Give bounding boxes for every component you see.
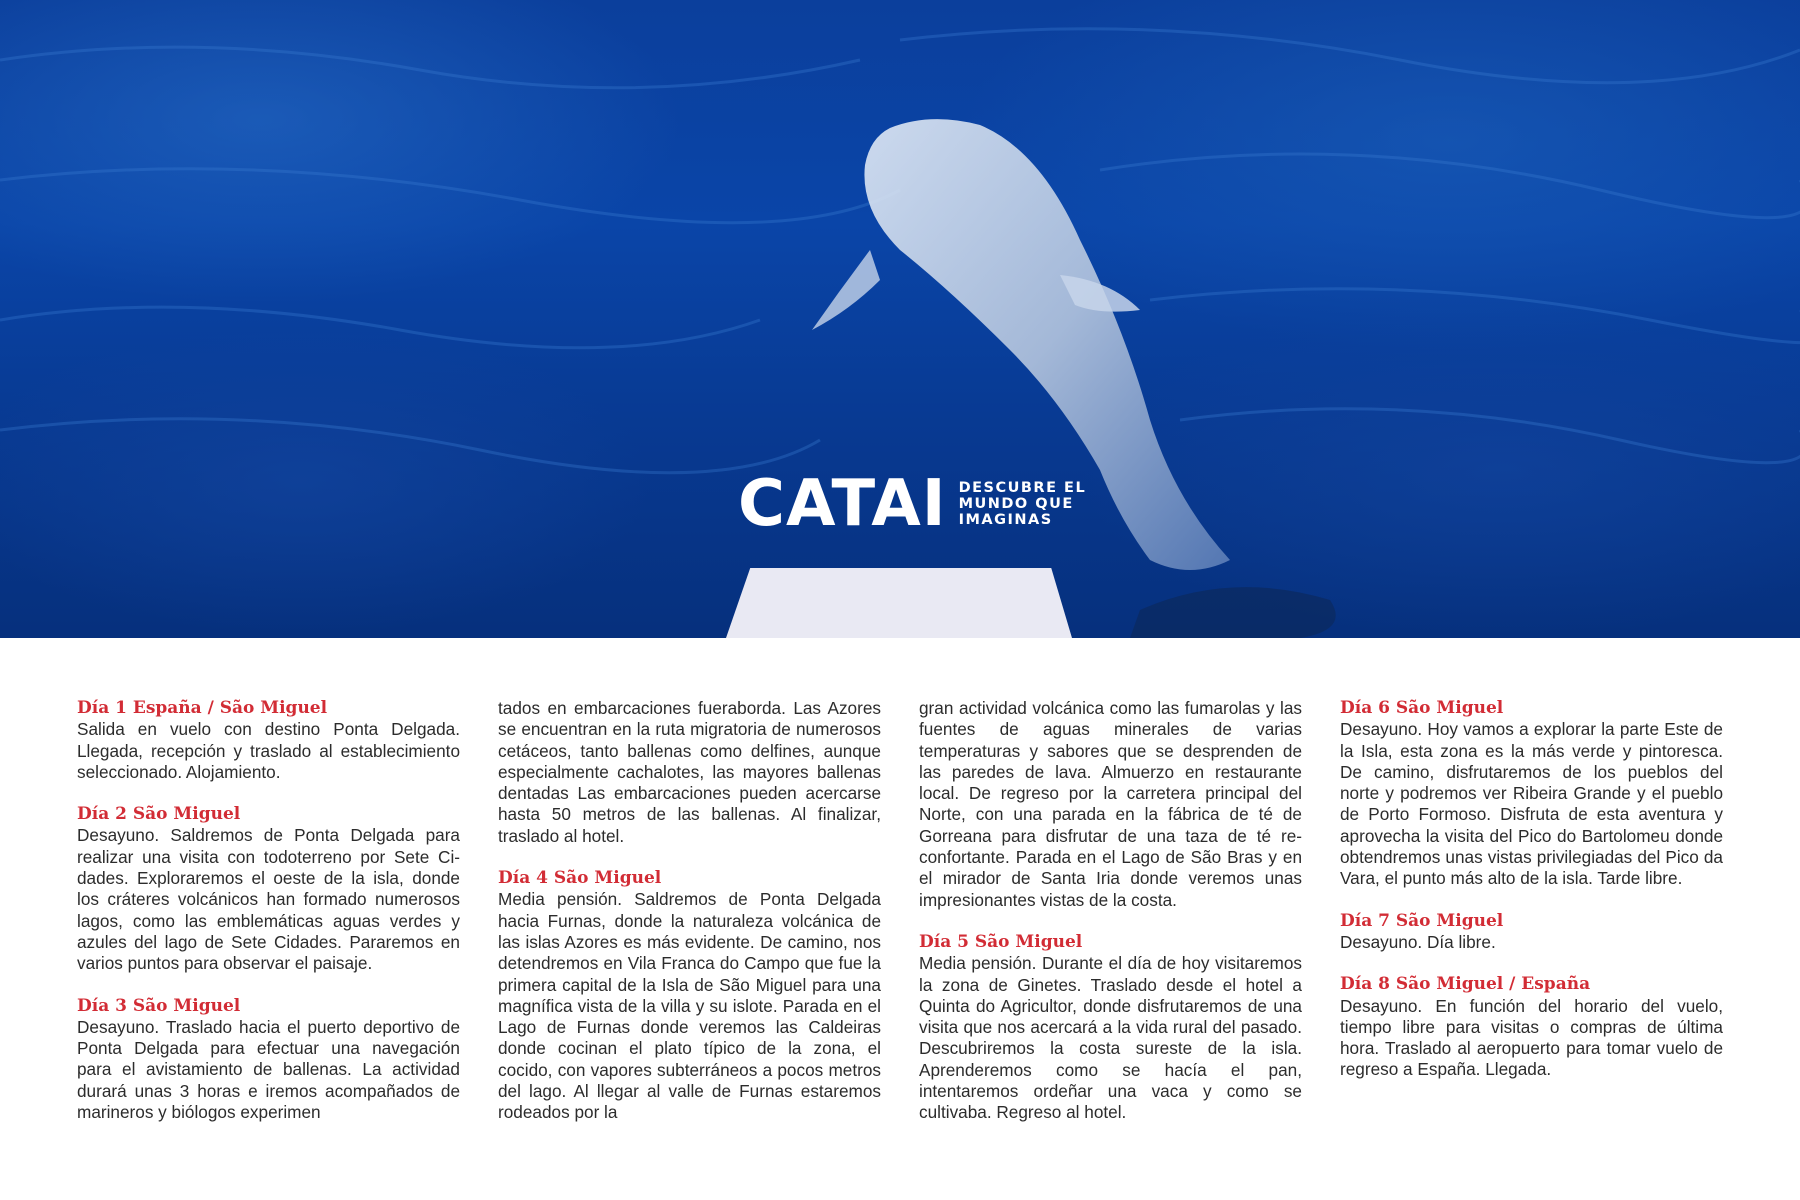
day-title: Día 6 São Miguel <box>1340 698 1504 718</box>
brand-tagline: DESCUBRE EL MUNDO QUE IMAGINAS <box>958 480 1087 528</box>
day-title: Día 5 São Miguel <box>919 931 1083 952</box>
day-title: Día 3 São Miguel <box>77 995 241 1016</box>
day-title: Día 1 España / São Miguel <box>77 698 328 718</box>
itinerary-column-4 <box>1340 698 1723 1102</box>
day-title: Día 7 São Miguel <box>1340 910 1504 931</box>
day-block <box>1340 911 1723 954</box>
day-text: Salida en vuelo con destino Ponta Delgada. Llegada, recepción y traslado al establecimiento seleccionado. Alojamiento. <box>77 719 460 782</box>
day-text: Media pensión. Durante el día de hoy visitaremos la zona de Ginetes. Traslado desde el hotel a Quinta do Agricultor, donde disfrutaremos de una visita que nos acercará a la vida rural del pasado. Descubriremos la costa sureste de la isla. Aprenderemos como se hacía el pan, intentaremos ordeñar una vaca y como se cultivaba. Regreso al hotel. <box>919 953 1302 1123</box>
day-text: Desayuno. En función del horario del vuelo, tiempo libre para visitas o compras de última hora. Traslado al aeropuerto para tomar vuelo de regreso a España. Llegada. <box>1340 995 1723 1080</box>
day-block <box>77 698 460 783</box>
continued-text: tados en embarcaciones fueraborda. Las Azores se encuentran en la ruta migratoria de numerosos cetáceos, tanto ballenas como delfines, aunque especialmente cachalotes, las mayores ballenas dentadas Las embarcaciones pueden acercarse hasta 50 metros de las ballenas. Al finalizar, traslado al hotel. <box>498 698 881 846</box>
day-title: Día 4 São Miguel <box>498 868 662 889</box>
itinerary-column-1 <box>77 698 460 1144</box>
day-block <box>498 868 881 1124</box>
catai-logo <box>738 467 1087 541</box>
continued-text: gran actividad volcánica como las fumarolas y las fuentes de aguas minerales de varias temperaturas y sabores que se desprenden de las paredes de lava. Almuerzo en restaurante local. De regreso por la carretera principal del Norte, con una parada en la fábrica de té de Gorreana para disfrutar de una taza de té reconfortante. Parada en el Lago de São Bras y en el mirador de Santa Iria donde veremos unas impresionantes vistas de la costa. <box>919 698 1302 910</box>
itinerary-column-2 <box>498 698 881 1145</box>
day-title: Día 8 São Miguel / España <box>1340 974 1591 995</box>
day-text: Desayuno. Traslado hacia el puerto deportivo de Ponta Delgada para efectuar una navegación para el avistamiento de ballenas. La actividad durará unas 3 horas e iremos acompañados de marineros y biólogos experimen <box>77 1016 460 1123</box>
day-text: Desayuno. Día libre. <box>1340 931 1496 952</box>
day-block <box>77 996 460 1124</box>
brand-name: CATAI <box>738 467 947 541</box>
day-block <box>1340 698 1723 890</box>
day-title: Día 2 São Miguel <box>77 804 241 825</box>
decorative-tab <box>726 568 1072 638</box>
day-text: Desayuno. Hoy vamos a explorar la parte Este de la Isla, esta zona es la más verde y pintoresca. De camino, disfrutaremos de los pueblos del norte y podremos ver Ribeira Grande y el pueblo de Porto Formoso. Disfruta de esta aventura y aprovecha la visita del Pico do Bartolomeu donde obtendremos unas vistas privilegiadas del Pico da Vara, el punto más alto de la isla. Tarde libre. <box>1340 719 1723 889</box>
day-text: Desayuno. Saldremos de Ponta Delgada para realizar una visita con todoterreno por Sete Cidades. Exploraremos el oeste de la isla, donde los cráteres volcánicos han formado numerosos lagos, como las emblemáticas aguas verdes y azules del lago de Sete Cidades. Pararemos en varios puntos para observar el paisaje. <box>77 825 460 974</box>
day-block <box>1340 974 1723 1080</box>
day-block <box>919 932 1302 1124</box>
day-block <box>77 804 460 974</box>
itinerary-column-3 <box>919 698 1302 1145</box>
day-text: Media pensión. Saldremos de Ponta Delgada hacia Furnas, donde la naturaleza volcánica de las islas Azores es más evidente. De camino, nos detendremos en Vila Franca do Campo que fue la primera capital de la Isla de São Miguel para una magnífica vista de la villa y su islote. Parada en el Lago de Furnas donde veremos las Caldeiras donde cocinan el plato típico de la zona, el cocido, con vapores subterráneos a pocos metros del lago. Al llegar al valle de Furnas estaremos rodeados por la <box>498 889 881 1123</box>
